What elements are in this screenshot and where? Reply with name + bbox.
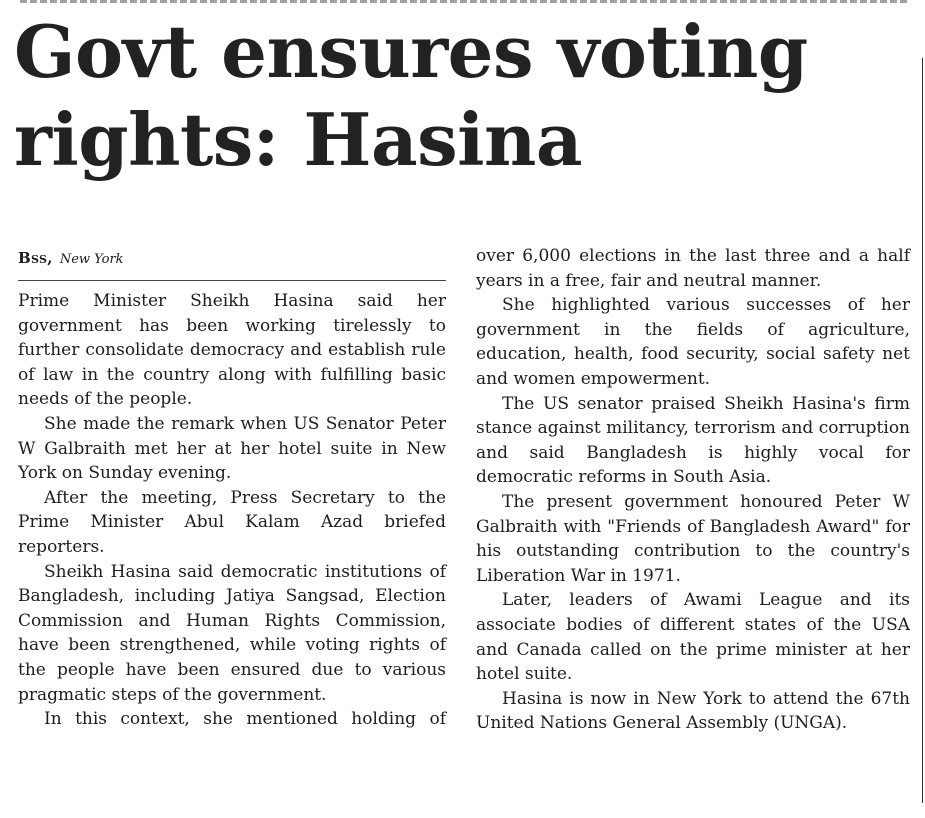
paragraph: Sheikh Hasina said democratic institutions of Bangladesh, including Jatiya Sangsad, Election Commission and Human Rights Commission, have been strengthened, while voting rights of the people have been ensured due to various pragmatic steps of the government.: [18, 561, 446, 705]
paragraph: The US senator praised Sheikh Hasina's firm stance against militancy, terrorism and corruption and said Bangladesh is highly vocal for democratic reforms in South Asia.: [476, 393, 910, 488]
paragraph: The present government honoured Peter W Galbraith with "Friends of Bangladesh Award" for his outstanding contribution to the country's Liberation War in 1971.: [476, 491, 910, 586]
cropped-previous-text: [20, 0, 910, 3]
headline: [14, 8, 914, 184]
paragraph: After the meeting, Press Secretary to the Prime Minister Abul Kalam Azad briefed reporters.: [18, 487, 446, 557]
paragraph: Later, leaders of Awami League and its associate bodies of different states of the USA and Canada called on the prime minister at her hotel suite.: [476, 590, 910, 685]
column-rule: [922, 58, 923, 803]
byline-agency: Bss,: [18, 249, 53, 267]
paragraph: Prime Minister Sheikh Hasina said her government has been working tirelessly to further consolidate democracy and establish rule of law in the country along with fulfilling basic needs of the people.: [18, 291, 446, 410]
headline-line-1: Govt ensures voting: [14, 9, 808, 94]
headline-line-2: rights: Hasina: [14, 97, 582, 182]
article-column-right: [476, 244, 910, 736]
paragraph: She made the remark when US Senator Peter W Galbraith met her at her hotel suite in New York on Sunday evening.: [18, 413, 446, 484]
byline: [18, 248, 446, 281]
paragraph: Hasina is now in New York to attend the 67th United Nations General Assembly (UNGA).: [476, 688, 910, 734]
paragraph-continuation: over 6,000 elections in the last three and a half years in a free, fair and neutral manner.: [476, 246, 910, 291]
paragraph: She highlighted various successes of her government in the fields of agriculture, education, health, food security, social safety net and women empowerment.: [476, 295, 910, 389]
byline-place: New York: [59, 252, 124, 267]
article-column-left: [18, 289, 446, 732]
paragraph-continued: In this context, she mentioned holding of: [44, 709, 446, 730]
